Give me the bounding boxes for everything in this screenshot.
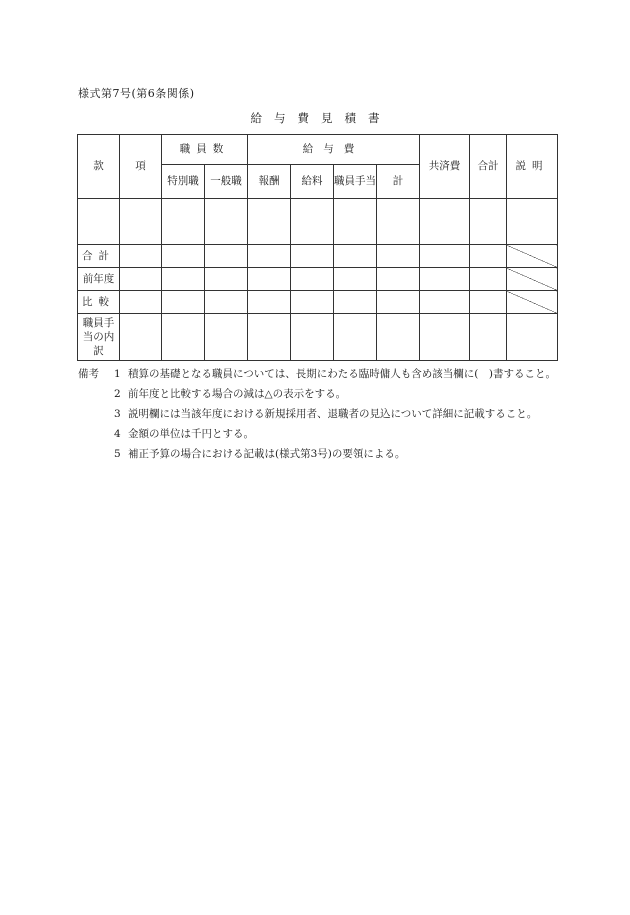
header-remuneration: 報酬 xyxy=(248,165,291,199)
crossed-out-cell xyxy=(507,245,558,268)
table-cell xyxy=(291,268,334,291)
table-cell xyxy=(420,314,470,361)
table-cell xyxy=(205,268,248,291)
table-cell xyxy=(162,199,205,245)
table-cell xyxy=(420,268,470,291)
table-cell xyxy=(507,199,558,245)
table-cell xyxy=(377,291,420,314)
salary-estimate-table xyxy=(77,134,558,361)
table-cell xyxy=(248,314,291,361)
header-total: 合計 xyxy=(470,135,507,199)
table-cell xyxy=(248,199,291,245)
table-cell xyxy=(248,245,291,268)
table-cell xyxy=(334,199,377,245)
table-cell xyxy=(78,199,120,245)
table-cell xyxy=(291,245,334,268)
table-cell xyxy=(120,199,162,245)
row-label-total: 合計 xyxy=(78,245,120,268)
remark-number: 3 xyxy=(114,408,121,420)
table-cell xyxy=(420,245,470,268)
header-explanation: 説明 xyxy=(507,135,558,199)
table-cell xyxy=(334,291,377,314)
table-cell xyxy=(334,245,377,268)
table-cell xyxy=(120,291,162,314)
remarks-heading: 備考 xyxy=(78,368,99,380)
table-cell xyxy=(205,291,248,314)
table-cell xyxy=(470,245,507,268)
table-cell xyxy=(291,314,334,361)
header-subtotal: 計 xyxy=(377,165,420,199)
form-number: 様式第7号(第6条関係) xyxy=(78,87,195,100)
header-staff-count: 職員数 xyxy=(162,135,248,165)
table-row xyxy=(78,268,558,291)
header-pay: 給料 xyxy=(291,165,334,199)
table-cell xyxy=(420,199,470,245)
table-cell xyxy=(470,291,507,314)
table-cell xyxy=(470,268,507,291)
crossed-out-cell xyxy=(507,291,558,314)
document-title: 給与費見積書 xyxy=(250,111,392,125)
remark-text: 前年度と比較する場合の減は△の表示をする。 xyxy=(128,388,347,400)
table-cell xyxy=(162,268,205,291)
remark-number: 1 xyxy=(114,368,121,380)
table-cell xyxy=(334,268,377,291)
header-mutual-aid: 共済費 xyxy=(420,135,470,199)
table-cell xyxy=(377,314,420,361)
table-cell xyxy=(205,314,248,361)
table-row xyxy=(78,245,558,268)
row-label-previous-year: 前年度 xyxy=(78,268,120,291)
header-general-post: 一般職 xyxy=(205,165,248,199)
table-cell xyxy=(377,268,420,291)
table-cell xyxy=(507,314,558,361)
table-cell xyxy=(162,245,205,268)
table-cell xyxy=(377,245,420,268)
remark-text: 説明欄には当該年度における新規採用者、退職者の見込について詳細に記載すること。 xyxy=(128,408,538,420)
table-row xyxy=(78,314,558,361)
table-row xyxy=(78,291,558,314)
table-cell xyxy=(248,268,291,291)
table-cell xyxy=(470,199,507,245)
header-kan: 款 xyxy=(78,135,120,199)
table-cell xyxy=(334,314,377,361)
remarks-section xyxy=(78,366,558,463)
remark-text: 積算の基礎となる職員については、長期にわたる臨時傭人も含め該当欄に( )書すること。 xyxy=(128,368,556,380)
table-cell xyxy=(205,245,248,268)
remark-item xyxy=(78,426,558,443)
table-cell xyxy=(162,314,205,361)
table-cell xyxy=(291,199,334,245)
remark-number: 4 xyxy=(114,428,121,440)
header-allowance: 職員手当 xyxy=(334,165,377,199)
table-cell xyxy=(470,314,507,361)
table-cell xyxy=(248,291,291,314)
row-label-allowance-breakdown: 職員手当の内訳 xyxy=(78,314,120,361)
remark-item xyxy=(78,366,558,383)
remark-item xyxy=(78,406,558,423)
table-cell xyxy=(120,314,162,361)
table-cell xyxy=(291,291,334,314)
remark-item xyxy=(78,446,558,463)
header-special-post: 特別職 xyxy=(162,165,205,199)
table-cell xyxy=(120,245,162,268)
remark-number: 2 xyxy=(114,388,121,400)
remark-item xyxy=(78,386,558,403)
table-cell xyxy=(120,268,162,291)
table-cell xyxy=(205,199,248,245)
table-cell xyxy=(162,291,205,314)
table-cell xyxy=(420,291,470,314)
remark-text: 金額の単位は千円とする。 xyxy=(128,428,254,440)
remark-number: 5 xyxy=(114,448,121,460)
table-cell xyxy=(377,199,420,245)
header-kou: 項 xyxy=(120,135,162,199)
remark-text: 補正予算の場合における記載は(様式第3号)の要領による。 xyxy=(128,448,406,460)
table-row xyxy=(78,199,558,245)
header-salary-group: 給与費 xyxy=(248,135,420,165)
row-label-comparison: 比較 xyxy=(78,291,120,314)
crossed-out-cell xyxy=(507,268,558,291)
